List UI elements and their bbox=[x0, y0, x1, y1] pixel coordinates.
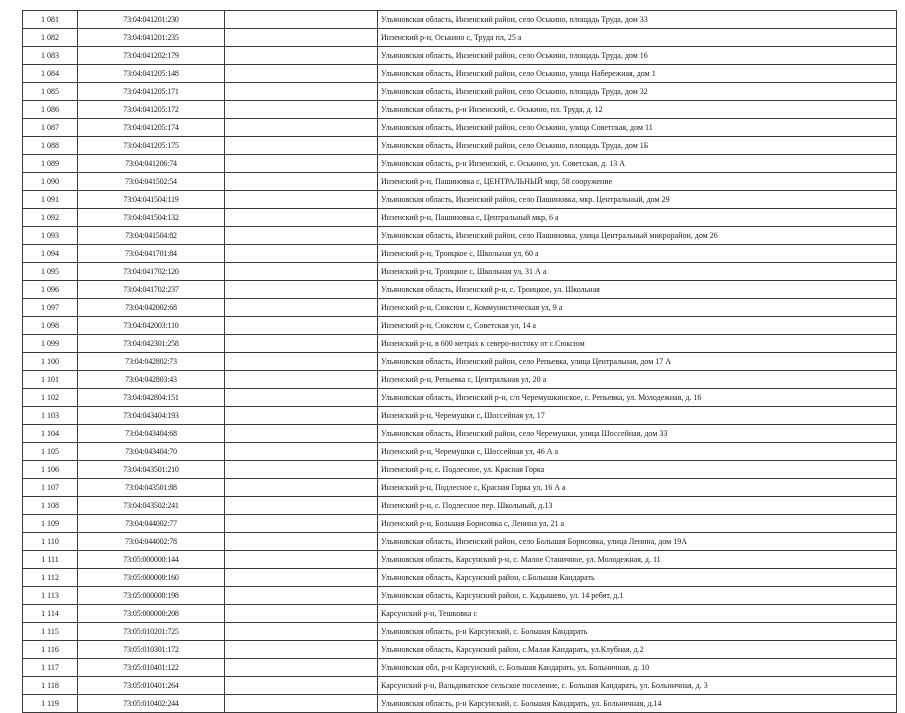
address-cell: Инзенский р-н, Троицкое с, Школьная ул, 31 А а bbox=[378, 263, 897, 281]
cadastral-number-cell: 73:04:041206:74 bbox=[78, 155, 225, 173]
empty-cell bbox=[225, 533, 378, 551]
address-cell: Инзенский р-н, Пашиновка с, Центральный мкр, 6 а bbox=[378, 209, 897, 227]
address-cell: Ульяновская область, Инзенский р-н, с/п Черемушкинское, с. Репьевка, ул. Молодежная, д. 16 bbox=[378, 389, 897, 407]
empty-cell bbox=[225, 587, 378, 605]
row-number-cell: 1 110 bbox=[23, 533, 78, 551]
cadastral-number-cell: 73:05:010402:244 bbox=[78, 695, 225, 713]
row-number-cell: 1 102 bbox=[23, 389, 78, 407]
row-number-cell: 1 104 bbox=[23, 425, 78, 443]
row-number-cell: 1 099 bbox=[23, 335, 78, 353]
empty-cell bbox=[225, 677, 378, 695]
table-row bbox=[23, 515, 897, 533]
address-cell: Ульяновская область, Инзенский район, село Оськино, площадь Труда, дом 33 bbox=[378, 11, 897, 29]
empty-cell bbox=[225, 695, 378, 713]
empty-cell bbox=[225, 65, 378, 83]
table-row bbox=[23, 317, 897, 335]
address-cell: Инзенский р-н, Сюксюм с, Советская ул, 14 а bbox=[378, 317, 897, 335]
empty-cell bbox=[225, 623, 378, 641]
address-cell: Ульяновская область, р-н Инзенский, с. Оськино, ул. Советская, д. 13 А bbox=[378, 155, 897, 173]
empty-cell bbox=[225, 119, 378, 137]
address-cell: Инзенский р-н, Репьевка с, Центральная ул, 20 а bbox=[378, 371, 897, 389]
empty-cell bbox=[225, 317, 378, 335]
cadastral-number-cell: 73:04:041701:84 bbox=[78, 245, 225, 263]
cadastral-number-cell: 73:05:010301:172 bbox=[78, 641, 225, 659]
table-row bbox=[23, 353, 897, 371]
table-row bbox=[23, 335, 897, 353]
row-number-cell: 1 083 bbox=[23, 47, 78, 65]
row-number-cell: 1 106 bbox=[23, 461, 78, 479]
cadastral-number-cell: 73:04:041201:230 bbox=[78, 11, 225, 29]
cadastral-number-cell: 73:04:041504:119 bbox=[78, 191, 225, 209]
address-cell: Ульяновская область, Инзенский район, село Оськино, площадь Труда, дом 16 bbox=[378, 47, 897, 65]
cadastral-number-cell: 73:04:041205:174 bbox=[78, 119, 225, 137]
empty-cell bbox=[225, 173, 378, 191]
cadastral-number-cell: 73:04:043404:193 bbox=[78, 407, 225, 425]
cadastral-number-cell: 73:04:043502:241 bbox=[78, 497, 225, 515]
table-row bbox=[23, 461, 897, 479]
empty-cell bbox=[225, 281, 378, 299]
cadastral-number-cell: 73:05:010401:122 bbox=[78, 659, 225, 677]
empty-cell bbox=[225, 209, 378, 227]
empty-cell bbox=[225, 29, 378, 47]
cadastral-number-cell: 73:04:043404:70 bbox=[78, 443, 225, 461]
address-cell: Ульяновская область, р-н Карсунский, с. Большая Кандарать, ул. Больничная, д.14 bbox=[378, 695, 897, 713]
address-cell: Инзенский р-н, Троицкое с, Школьная ул, 60 а bbox=[378, 245, 897, 263]
address-cell: Инзенский р-н, Подлесное с, Красная Горка ул, 16 А а bbox=[378, 479, 897, 497]
table-row bbox=[23, 191, 897, 209]
table-row bbox=[23, 389, 897, 407]
address-cell: Инзенский р-н, Оськино с, Труда пл, 25 а bbox=[378, 29, 897, 47]
table-row bbox=[23, 263, 897, 281]
empty-cell bbox=[225, 389, 378, 407]
row-number-cell: 1 087 bbox=[23, 119, 78, 137]
address-cell: Ульяновская обл, р-н Карсунский, с. Большая Кандарать, ул. Больничная, д. 10 bbox=[378, 659, 897, 677]
address-cell: Инзенский р-н, Черемушки с, Шоссейная ул, 46 А а bbox=[378, 443, 897, 461]
address-cell: Ульяновская область, Инзенский район, село Оськино, улица Советская, дом 11 bbox=[378, 119, 897, 137]
row-number-cell: 1 089 bbox=[23, 155, 78, 173]
empty-cell bbox=[225, 155, 378, 173]
table-row bbox=[23, 155, 897, 173]
cadastral-number-cell: 73:05:000000:208 bbox=[78, 605, 225, 623]
row-number-cell: 1 105 bbox=[23, 443, 78, 461]
cadastral-number-cell: 73:04:041205:148 bbox=[78, 65, 225, 83]
table-row bbox=[23, 551, 897, 569]
address-cell: Ульяновская область, Инзенский район, село Пашиновка, улица Центральный микрорайон, дом 26 bbox=[378, 227, 897, 245]
table-row bbox=[23, 47, 897, 65]
row-number-cell: 1 116 bbox=[23, 641, 78, 659]
table-row bbox=[23, 479, 897, 497]
table-row bbox=[23, 605, 897, 623]
cadastral-number-cell: 73:04:041202:179 bbox=[78, 47, 225, 65]
registry-table-body bbox=[23, 11, 897, 713]
table-row bbox=[23, 65, 897, 83]
table-row bbox=[23, 641, 897, 659]
empty-cell bbox=[225, 443, 378, 461]
empty-cell bbox=[225, 299, 378, 317]
cadastral-number-cell: 73:04:042804:151 bbox=[78, 389, 225, 407]
row-number-cell: 1 095 bbox=[23, 263, 78, 281]
table-row bbox=[23, 83, 897, 101]
table-row bbox=[23, 209, 897, 227]
table-row bbox=[23, 227, 897, 245]
row-number-cell: 1 088 bbox=[23, 137, 78, 155]
address-cell: Ульяновская область, Инзенский район, село Репьевка, улица Центральная, дом 17 А bbox=[378, 353, 897, 371]
address-cell: Инзенский р-н, с. Подлесное, ул. Красная Горка bbox=[378, 461, 897, 479]
cadastral-number-cell: 73:04:041205:171 bbox=[78, 83, 225, 101]
address-cell: Ульяновская область, Инзенский район, село Большая Борисовка, улица Ленина, дом 19А bbox=[378, 533, 897, 551]
address-cell: Инзенский р-н, с. Подлесное пер. Школьный, д.13 bbox=[378, 497, 897, 515]
cadastral-number-cell: 73:04:041201:235 bbox=[78, 29, 225, 47]
row-number-cell: 1 081 bbox=[23, 11, 78, 29]
empty-cell bbox=[225, 551, 378, 569]
empty-cell bbox=[225, 371, 378, 389]
row-number-cell: 1 107 bbox=[23, 479, 78, 497]
row-number-cell: 1 100 bbox=[23, 353, 78, 371]
table-row bbox=[23, 677, 897, 695]
address-cell: Ульяновская область, Инзенский район, село Оськино, площадь Труда, дом 32 bbox=[378, 83, 897, 101]
row-number-cell: 1 117 bbox=[23, 659, 78, 677]
row-number-cell: 1 091 bbox=[23, 191, 78, 209]
address-cell: Ульяновская область, Инзенский район, село Оськино, площадь Труда, дом 1Б bbox=[378, 137, 897, 155]
row-number-cell: 1 096 bbox=[23, 281, 78, 299]
address-cell: Ульяновская область, Инзенский район, село Черемушки, улица Шоссейная, дом 33 bbox=[378, 425, 897, 443]
empty-cell bbox=[225, 641, 378, 659]
empty-cell bbox=[225, 245, 378, 263]
address-cell: Карсунский р-н, Вальдиватское сельское поселение, с. Большая Кандарать, ул. Больничная, д. 3 bbox=[378, 677, 897, 695]
row-number-cell: 1 082 bbox=[23, 29, 78, 47]
row-number-cell: 1 108 bbox=[23, 497, 78, 515]
row-number-cell: 1 090 bbox=[23, 173, 78, 191]
address-cell: Инзенский р-н, в 600 метрах к северо-востоку от с.Сюксюм bbox=[378, 335, 897, 353]
table-row bbox=[23, 443, 897, 461]
cadastral-number-cell: 73:04:041205:175 bbox=[78, 137, 225, 155]
cadastral-number-cell: 73:04:041702:237 bbox=[78, 281, 225, 299]
address-cell: Карсунский р-н, Тешковка с bbox=[378, 605, 897, 623]
empty-cell bbox=[225, 137, 378, 155]
table-row bbox=[23, 299, 897, 317]
cadastral-number-cell: 73:05:000000:160 bbox=[78, 569, 225, 587]
cadastral-number-cell: 73:04:041502:54 bbox=[78, 173, 225, 191]
cadastral-number-cell: 73:05:000000:198 bbox=[78, 587, 225, 605]
empty-cell bbox=[225, 11, 378, 29]
cadastral-number-cell: 73:04:044002:77 bbox=[78, 515, 225, 533]
cadastral-number-cell: 73:05:010401:264 bbox=[78, 677, 225, 695]
table-row bbox=[23, 587, 897, 605]
row-number-cell: 1 097 bbox=[23, 299, 78, 317]
empty-cell bbox=[225, 425, 378, 443]
empty-cell bbox=[225, 227, 378, 245]
table-row bbox=[23, 173, 897, 191]
address-cell: Инзенский р-н, Пашиновка с, ЦЕНТРАЛЬНЫЙ мкр, 58 сооружение bbox=[378, 173, 897, 191]
table-row bbox=[23, 623, 897, 641]
empty-cell bbox=[225, 407, 378, 425]
address-cell: Ульяновская область, Карсунский р-н, с. Малое Станичное, ул. Молодежная, д. 11 bbox=[378, 551, 897, 569]
cadastral-number-cell: 73:04:042802:73 bbox=[78, 353, 225, 371]
row-number-cell: 1 115 bbox=[23, 623, 78, 641]
table-row bbox=[23, 29, 897, 47]
table-row bbox=[23, 569, 897, 587]
address-cell: Ульяновская область, Инзенский район, село Оськино, улица Набережная, дом 1 bbox=[378, 65, 897, 83]
row-number-cell: 1 114 bbox=[23, 605, 78, 623]
address-cell: Ульяновская область, Инзенский р-н, с. Троицкое, ул. Школьная bbox=[378, 281, 897, 299]
row-number-cell: 1 103 bbox=[23, 407, 78, 425]
address-cell: Инзенский р-н, Большая Борисовка с, Ленина ул, 21 а bbox=[378, 515, 897, 533]
empty-cell bbox=[225, 515, 378, 533]
cadastral-number-cell: 73:04:043501:88 bbox=[78, 479, 225, 497]
row-number-cell: 1 084 bbox=[23, 65, 78, 83]
empty-cell bbox=[225, 191, 378, 209]
row-number-cell: 1 086 bbox=[23, 101, 78, 119]
row-number-cell: 1 112 bbox=[23, 569, 78, 587]
cadastral-number-cell: 73:04:041205:172 bbox=[78, 101, 225, 119]
cadastral-number-cell: 73:04:042803:43 bbox=[78, 371, 225, 389]
table-row bbox=[23, 101, 897, 119]
table-row bbox=[23, 407, 897, 425]
empty-cell bbox=[225, 479, 378, 497]
empty-cell bbox=[225, 569, 378, 587]
empty-cell bbox=[225, 335, 378, 353]
address-cell: Ульяновская область, Карсунский район, с.Малая Кандарать, ул.Клубная, д.2 bbox=[378, 641, 897, 659]
cadastral-number-cell: 73:04:044002:78 bbox=[78, 533, 225, 551]
row-number-cell: 1 113 bbox=[23, 587, 78, 605]
empty-cell bbox=[225, 353, 378, 371]
row-number-cell: 1 085 bbox=[23, 83, 78, 101]
row-number-cell: 1 118 bbox=[23, 677, 78, 695]
address-cell: Инзенский р-н, Черемушки с, Шоссейная ул, 17 bbox=[378, 407, 897, 425]
cadastral-number-cell: 73:04:042003:110 bbox=[78, 317, 225, 335]
table-row bbox=[23, 11, 897, 29]
cadastral-number-cell: 73:04:041702:120 bbox=[78, 263, 225, 281]
row-number-cell: 1 111 bbox=[23, 551, 78, 569]
cadastral-number-cell: 73:04:041504:132 bbox=[78, 209, 225, 227]
row-number-cell: 1 101 bbox=[23, 371, 78, 389]
empty-cell bbox=[225, 461, 378, 479]
table-row bbox=[23, 425, 897, 443]
table-row bbox=[23, 119, 897, 137]
address-cell: Ульяновская область, Карсунский район, с.Большая Кандарать bbox=[378, 569, 897, 587]
cadastral-number-cell: 73:04:042002:68 bbox=[78, 299, 225, 317]
table-row bbox=[23, 245, 897, 263]
table-row bbox=[23, 695, 897, 713]
address-cell: Ульяновская область, Инзенский район, село Пашиновка, мкр. Центральный, дом 29 bbox=[378, 191, 897, 209]
cadastral-number-cell: 73:04:043404:68 bbox=[78, 425, 225, 443]
cadastral-number-cell: 73:04:041504:82 bbox=[78, 227, 225, 245]
table-row bbox=[23, 371, 897, 389]
empty-cell bbox=[225, 47, 378, 65]
empty-cell bbox=[225, 497, 378, 515]
cadastral-number-cell: 73:04:042301:258 bbox=[78, 335, 225, 353]
empty-cell bbox=[225, 605, 378, 623]
cadastral-number-cell: 73:04:043501:210 bbox=[78, 461, 225, 479]
cadastral-number-cell: 73:05:000000:144 bbox=[78, 551, 225, 569]
address-cell: Ульяновская область, р-н Карсунский, с. Большая Кандарать bbox=[378, 623, 897, 641]
empty-cell bbox=[225, 101, 378, 119]
address-cell: Инзенский р-н, Сюксюм с, Коммунистическая ул, 9 а bbox=[378, 299, 897, 317]
row-number-cell: 1 098 bbox=[23, 317, 78, 335]
empty-cell bbox=[225, 659, 378, 677]
row-number-cell: 1 119 bbox=[23, 695, 78, 713]
table-row bbox=[23, 497, 897, 515]
table-row bbox=[23, 137, 897, 155]
address-cell: Ульяновская область, р-н Инзенский, с. Оськино, пл. Труда, д. 12 bbox=[378, 101, 897, 119]
empty-cell bbox=[225, 263, 378, 281]
table-row bbox=[23, 281, 897, 299]
row-number-cell: 1 092 bbox=[23, 209, 78, 227]
row-number-cell: 1 093 bbox=[23, 227, 78, 245]
table-row bbox=[23, 659, 897, 677]
cadastral-number-cell: 73:05:010201:725 bbox=[78, 623, 225, 641]
table-row bbox=[23, 533, 897, 551]
empty-cell bbox=[225, 83, 378, 101]
registry-table bbox=[22, 10, 897, 713]
row-number-cell: 1 109 bbox=[23, 515, 78, 533]
address-cell: Ульяновская область, Карсунский район, с. Кадышево, ул. 14 ребят, д.1 bbox=[378, 587, 897, 605]
row-number-cell: 1 094 bbox=[23, 245, 78, 263]
